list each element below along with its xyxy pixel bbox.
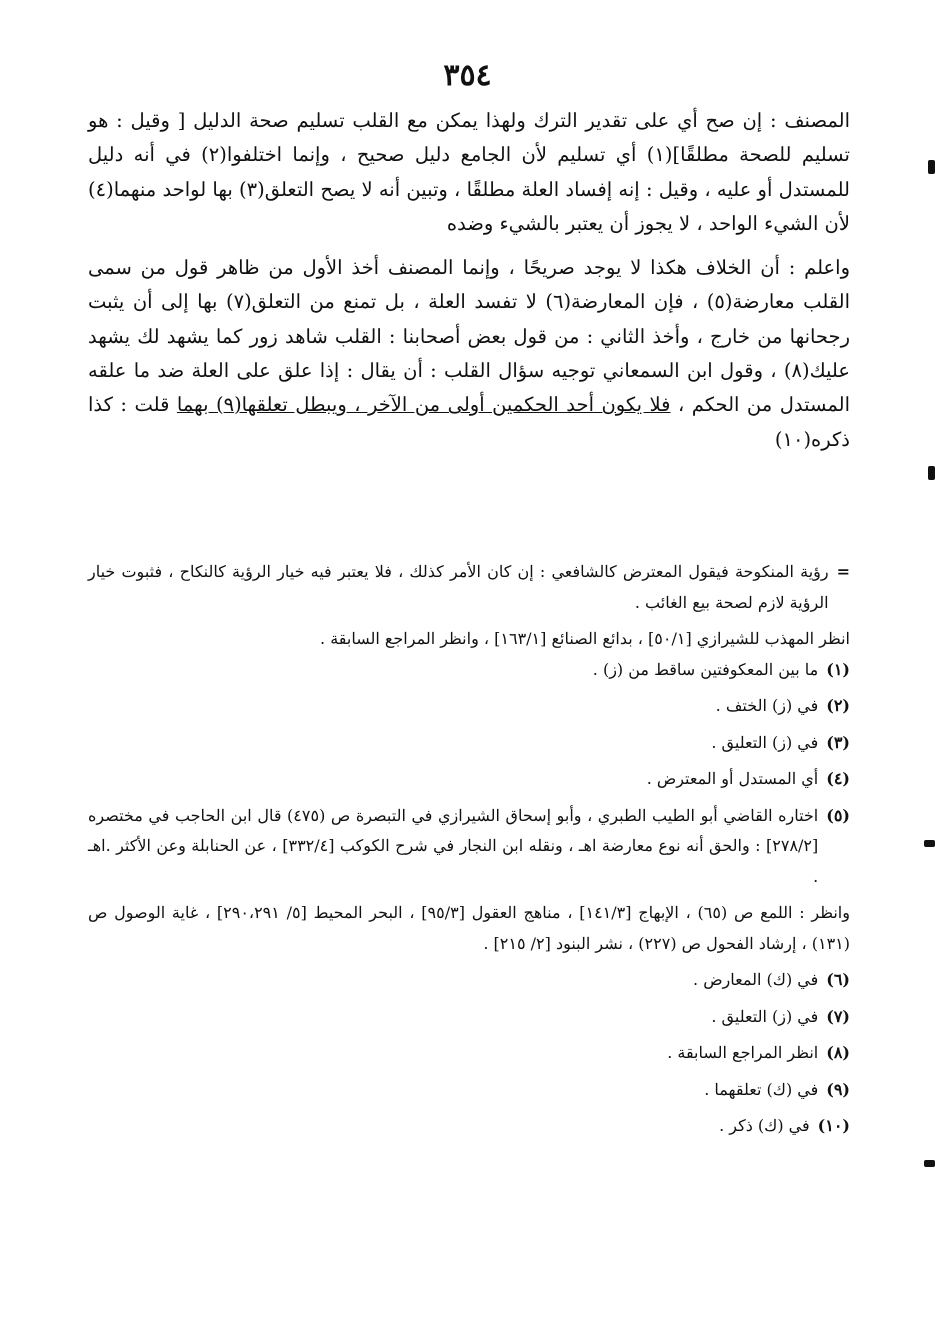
- footnote-text: انظر المراجع السابقة .: [667, 1043, 819, 1062]
- footnote-item: [88, 764, 850, 795]
- footnote-5-references: وانظر : اللمع ص (٦٥) ، الإبهاج [١٤١/٣] ، مناهج العقول [٩٥/٣] ، البحر المحيط [٥/ ٢٩٠،٢٩١] ، غاية الوصول ص (١٣١) ، إرشاد الفحول ص (٢٢٧) ، نشر البنود [٢/ ٢١٥] .: [88, 903, 850, 953]
- footnote-item: [88, 965, 850, 996]
- continuation-references: انظر المهذب للشيرازي [٥٠/١] ، بدائع الصنائع [١٦٣/١] ، وانظر المراجع السابقة .: [320, 629, 850, 648]
- footnote-number: (٩): [826, 1079, 850, 1099]
- footnote-continuation: [88, 557, 850, 618]
- footnote-text: اختاره القاضي أبو الطيب الطبري ، وأبو إسحاق الشيرازي في التبصرة ص (٤٧٥) قال ابن الحاجب في مختصره [٢٧٨/٢] : والحق أنه نوع معارضة اهـ ، ونقله ابن النجار في شرح الكوكب [٣٣٢/٤] ، عن الحنابلة وعن الأكثر .اهـ .: [88, 805, 819, 886]
- footnote-number: (١): [826, 659, 850, 679]
- footnote-item: [88, 655, 850, 686]
- footnote-text: في (ك) تعلقهما .: [704, 1079, 819, 1099]
- binding-mark: [924, 1160, 935, 1167]
- footnote-text: أي المستدل أو المعترض .: [646, 769, 819, 788]
- underlined-phrase: فلا يكون أحد الحكمين أولى من الآخر ، ويبطل تعلقها(٩) بهما: [176, 393, 671, 417]
- footnote-item: [88, 1111, 850, 1142]
- main-paragraph-2-body: واعلم : أن الخلاف هكذا لا يوجد صريحًا ، وإنما المصنف أخذ الأول من ظاهر قول من سمى القلب معارضة(٥) ، فإن المعارضة(٦) لا تفسد العلة ، بل تمنع من التعلق(٧) بها إلى أن يثبت رجحانها من خارج ، وأخذ الثاني : من قول بعض أصحابنا : القلب شاهد زور كما يشهد لك يشهد عليك(٨) ، وقول ابن السمعاني توجيه سؤال القلب : أن يقال : إذا علق على العلة ضد ما علقه المستدل من الحكم ،: [88, 256, 851, 417]
- main-text: [88, 104, 850, 457]
- footnotes: [88, 557, 850, 1142]
- footnote-number: (٣): [826, 732, 850, 752]
- main-paragraph-1: المصنف : إن صح أي على تقدير الترك ولهذا يمكن مع القلب تسليم صحة الدليل [ وقيل : هو تسليم للصحة مطلقًا](١) أي تسليم لأن الجامع دليل صحيح ، وإنما اختلفوا(٢) في أنه دليل للمستدل أو عليه ، وقيل : إنه إفساد العلة مطلقًا ، وتبين أنه لا يصح التعلق(٣) بها لواحد منهما(٤) لأن الشيء الواحد ، لا يجوز أن يعتبر بالشيء وضده: [88, 109, 850, 235]
- footnote-text: ما بين المعكوفتين ساقط من (ز) .: [592, 659, 819, 679]
- main-paragraph-2-end: قلت : كذا ذكره(١٠): [88, 393, 850, 451]
- continuation-text: رؤية المنكوحة فيقول المعترض كالشافعي : إن كان الأمر كذلك ، فلا يعتبر فيه خيار الرؤية كالنكاح ، فثبوت خيار الرؤية لازم لصحة بيع الغائب .: [88, 562, 829, 612]
- footnote-item: [88, 801, 850, 893]
- footnote-item: [88, 728, 850, 759]
- footnote-number: (٦): [826, 970, 850, 989]
- footnote-item: [88, 1002, 850, 1033]
- footnote-number: (٥): [826, 805, 850, 825]
- footnote-item: [88, 691, 850, 722]
- footnote-text: في (ك) المعارض .: [693, 970, 819, 989]
- footnote-item: [88, 1038, 850, 1069]
- footnote-text: في (ز) التعليق .: [711, 732, 819, 752]
- continuation-marker: =: [836, 562, 850, 581]
- footnote-number: (٨): [826, 1043, 850, 1062]
- footnote-text: في (ز) التعليق .: [711, 1006, 819, 1026]
- page-number: ٣٥٤: [443, 58, 492, 93]
- binding-mark: [924, 840, 935, 847]
- footnote-item: [88, 1075, 850, 1106]
- footnote-number: (٢): [826, 696, 850, 715]
- binding-mark: [928, 466, 935, 480]
- main-paragraph-2: [88, 251, 850, 457]
- footnote-number: (٧): [826, 1006, 850, 1026]
- footnote-text: في (ك) ذكر .: [719, 1116, 810, 1135]
- binding-mark: [928, 160, 935, 174]
- footnote-number: (١٠): [817, 1116, 850, 1135]
- footnote-text: في (ز) الختف .: [715, 696, 819, 715]
- footnote-number: (٤): [826, 769, 850, 788]
